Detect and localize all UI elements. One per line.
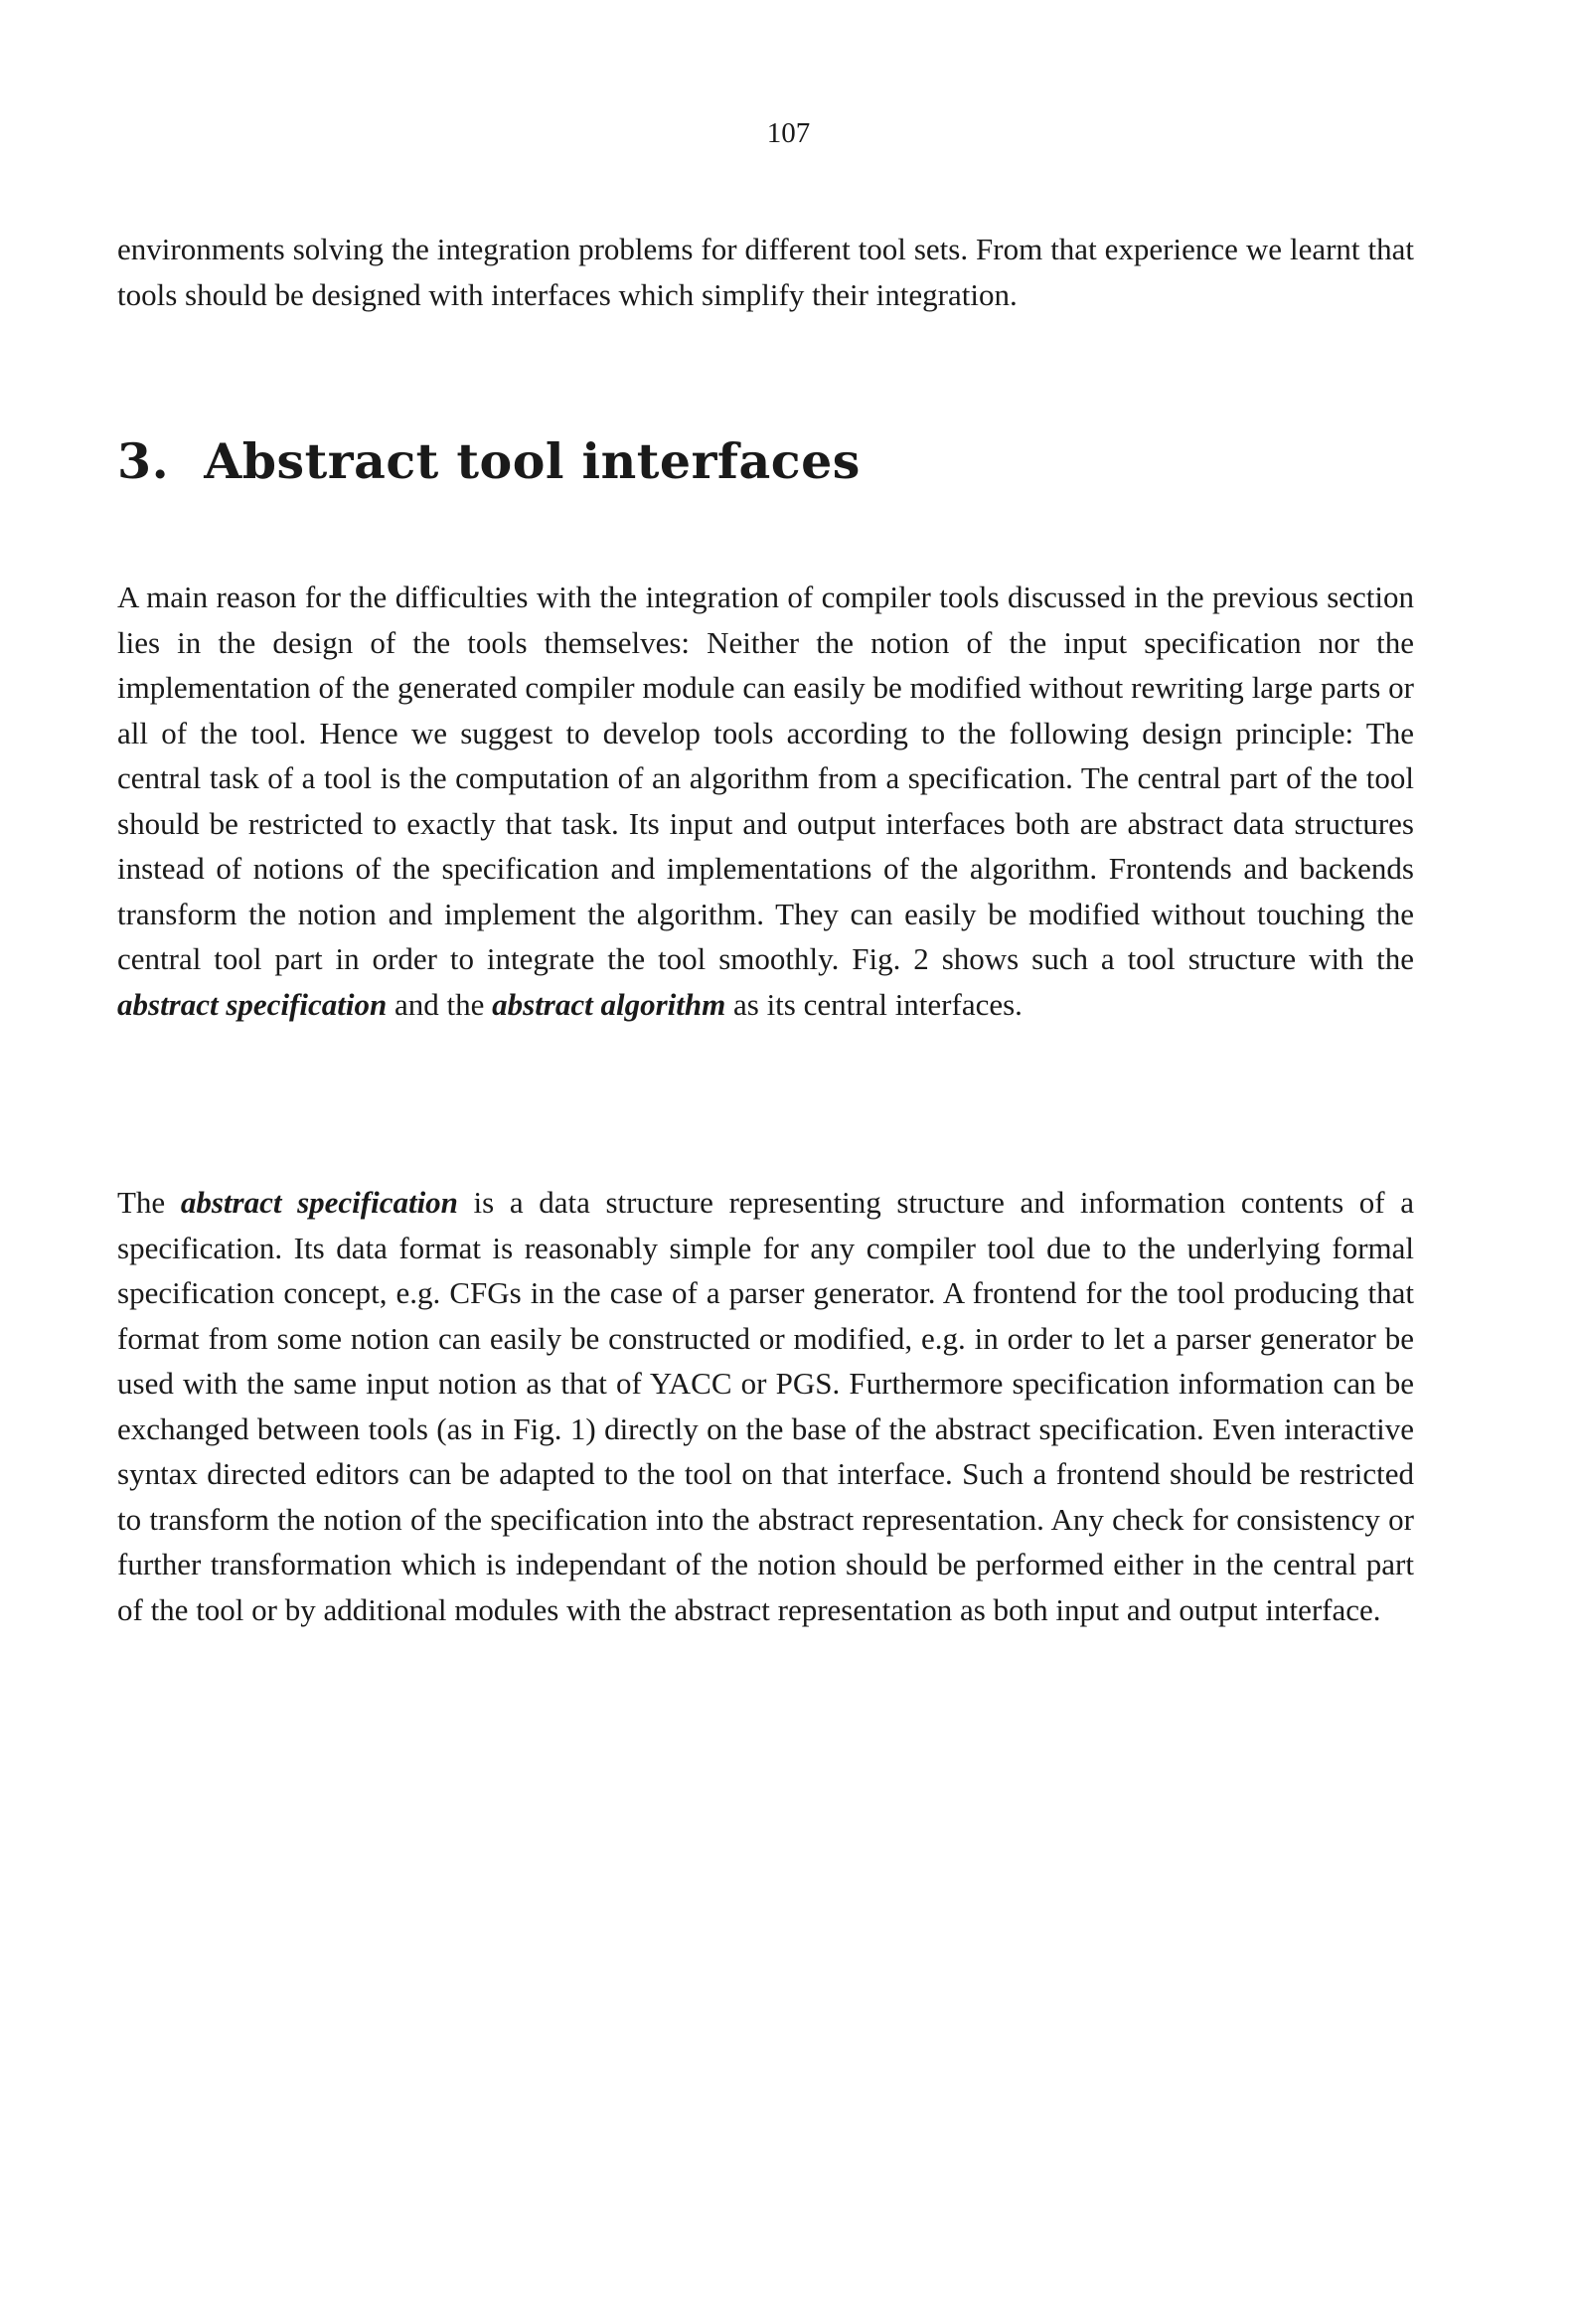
body-paragraph-1 [117,575,1414,1027]
section-heading [117,432,861,490]
body-paragraph-2 [117,1180,1414,1632]
intro-paragraph [117,227,1414,317]
paragraph-1-part-3: as its central interfaces. [725,986,1023,1022]
paragraph-1-part-1: A main reason for the difficulties with the integration of compiler tools discussed in the previous section lies in the design of the tools themselves: Neither the notion of the input specification nor the implementation of the generated compiler module can easily be modified without rewriting large parts or all of the tool. Hence we suggest to develop tools according to the following design principle: The central task of a tool is the computation of an algorithm from a specification. The central part of the tool should be restricted to exactly that task. Its input and output interfaces both are abstract data structures instead of notions of the specification and implementations of the algorithm. Frontends and backends transform the notion and implement the algorithm. They can easily be modified without touching the central tool part in order to integrate the tool smoothly. Fig. 2 shows such a tool structure with the [117,580,1414,976]
section-number: 3. [117,432,170,490]
page-number: 107 [766,117,811,149]
term-abstract-algorithm: abstract algorithm [492,986,726,1022]
term-abstract-specification-2: abstract specification [180,1185,458,1220]
paragraph-1-text [117,575,1414,1027]
intro-text: environments solving the integration problems for different tool sets. From that experience we learnt that tools should be designed with interfaces which simplify their integration. [117,232,1414,312]
term-abstract-specification: abstract specification [117,986,388,1022]
paragraph-2-text [117,1180,1414,1632]
paragraph-1-part-2: and the [387,986,493,1022]
paragraph-2-part-2: is a data structure representing structure and information contents of a specification. Its data format is reasonably simple for any compiler tool due to the underlying formal specification concept, e.g. CFGs in the case of a parser generator. A frontend for the tool producing that format from some notion can easily be constructed or modified, e.g. in order to let a parser generator be used with the same input notion as that of YACC or PGS. Furthermore specification information can be exchanged between tools (as in Fig. 1) directly on the base of the abstract specification. Even interactive syntax directed editors can be adapted to the tool on that interface. Such a frontend should be restricted to transform the notion of the specification into the abstract representation. Any check for consistency or further transformation which is independant of the notion should be performed either in the central part of the tool or by additional modules with the abstract representation as both input and output interface. [117,1185,1414,1627]
section-title: Abstract tool interfaces [204,432,861,490]
paragraph-2-part-1: The [117,1185,181,1220]
